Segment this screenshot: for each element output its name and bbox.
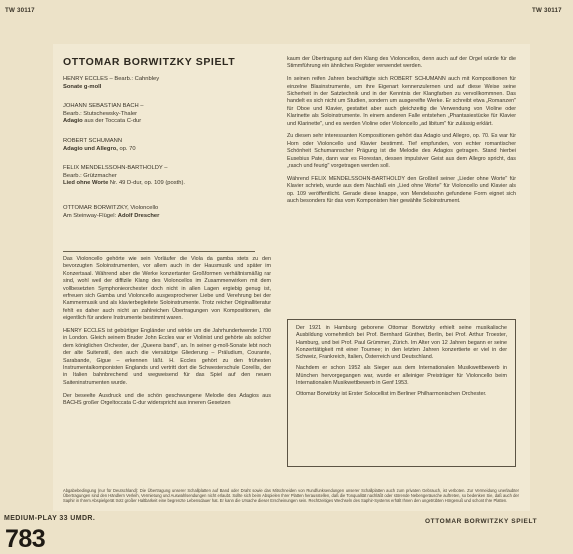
liner-notes-right — [287, 56, 516, 211]
program-composer: FELIX MENDELSSOHN-BARTHOLDY – — [63, 165, 168, 171]
notes-paragraph: kaum der Übertragung auf den Klang des Violoncellos, denn auch auf der Orgel würde für die Stimmführung ein ähnliches Register verwendet werden. — [287, 56, 516, 70]
program-arranger: Bearb.: Stutschewsky-Thaler — [63, 110, 138, 117]
program-item-eccles — [63, 76, 159, 91]
program-work-detail: op. 70 — [117, 145, 136, 152]
liner-notes-left — [63, 256, 271, 413]
medium-play-label: MEDIUM-PLAY 33 UMDR. — [4, 515, 96, 522]
program-composer: JOHANN SEBASTIAN BACH – — [63, 103, 144, 109]
notes-paragraph: In seinen reifen Jahren beschäftigte sich ROBERT SCHUMANN auch mit Kompositionen für einzelne Blasinstrumente, um ihre Eigenart kennenzulernen und auf diese Weise seine Sicherheit in der Satztechnik und in der Kenntnis der Klangfarben zu vervollkommnen. Das handelt es sich nicht um Studien, sondern um ausgereifte Werke. Er schreibt etwa „Romanzen" für Oboe und Klavier, gestattet aber auch gleichzeitig die Verwendung von Violine oder Klarinette als Soloinstrumente. In einem anderen Falle entstehen „Phantasiestücke für Klavier und Klarinette", und es werden Violine oder Violoncello „ad libitum" für zulässig erklärt. — [287, 76, 516, 127]
catalog-number-left: TW 30117 — [5, 7, 35, 14]
program-work-detail: Nr. 49 D-dur, op. 109 (posth). — [108, 180, 185, 187]
legal-notice: Abgabebedingung (nur für Deutschland): Die Übertragung unserer Schallplatten auf Band oder Draht sowie das Mitschneiden von Rundfunksendungen unserer Schallplatten auch zum privaten Gebrauch, ist verboten. Zur Vermeidung unerlaubter Übertragungen sind den Händlern Verleih, Vermietung und Auswahlsendungen nicht erlaubt. Sollte sich beim Abspielen Ihrer Platten herausstellen, daß die Tonqualität nachläßt oder störende Nebengeräusche auftreten, so bedenken Sie, daß auch der Saphir in Ihrem Abspielgerät trotz großer Haltbarkeit eine begrenzte Lebensdauer hat. Er kann die Ursache dieser Erscheinungen sein. Rechtzeitiges Wechseln des Saphir-Systems erhält Ihnen den ungetrübten Hörgenuß und schont Ihre Platten. — [63, 488, 519, 504]
program-work: Lied ohne Worte — [63, 180, 109, 187]
catalog-number-right: TW 30117 — [532, 7, 562, 14]
program-item-bach — [63, 103, 144, 126]
album-title: OTTOMAR BORWITZKY SPIELT — [63, 56, 236, 68]
notes-paragraph: Das Violoncello gehörte wie sein Vorläufer die Viola da gamba stets zu den bevorzugten Soloinstrumenten, vor allem auch in der Hausmusik und später im Konzertsaal. Während aber die Werke konzertanter Großformen verhältnismäßig rar sind, wohl weil der diffizile Klang des Violoncellos im Zusammenwirken mit dem vollbesetzten Symphonieorchester doch nicht in allen Lagen ergiebig genug ist, erfreuen sich Gamba und Violoncello ausgesprochener Liebe und Verehrung bei der Kammermusik und als klavierbegleitete Soloinstrumente. Trotz reicher Originalliteratur fehlt es daher auch nicht an zahlreichen Übertragungen von Kompositionen, die eigentlich für andere Instrumente bestimmt waren. — [63, 256, 271, 322]
bio-paragraph: Der 1921 in Hamburg geborene Ottomar Borwitzky erhielt seine musikalische Ausbildung vornehmlich bei Prof. Bernhard Günther, Berlin, bei Prof. Arthur Troester, Hamburg, und bei Prof. Paul Grümmer, Zürich. Im Alter von 12 Jahren begann er seine Konzerttätigkeit mit einer Tournee; in den letzten Jahren konzertierte er viel in der Schweiz, Frankreich, Italien, Österreich und Deutschland. — [296, 325, 507, 361]
artist-biography-box — [287, 319, 516, 467]
bio-paragraph: Ottomar Borwitzky ist Erster Solocellist im Berliner Philharmonischen Orchester. — [296, 391, 487, 398]
bio-paragraph: Nachdem er schon 1952 als Sieger aus dem Internationalen Musikwettbewerb in München hervorgegangen war, wurde er alleiniger Preisträger für Violoncello beim Internationalen Musikwettbewerb in Genf 1953. — [296, 365, 507, 387]
notes-paragraph: Zu diesen sehr interessanten Kompositionen gehört das Adagio und Allegro, op. 70. Es war für Horn oder Violoncello und Klavier bestimmt. Tief empfunden, von echter romantischer Schönheit Schumannscher Prägung ist die Melodie des Adagios getragen. Stand hierbei Eusebius Pate, dann war es Florestan, dessen impulsiver Geist aus dem Allegro spricht, das „rasch und feurig" vorgetragen werden soll. — [287, 133, 516, 170]
spine-title: OTTOMAR BORWITZKY SPIELT — [425, 518, 538, 525]
pianist-name: Adolf Drescher — [117, 212, 160, 219]
program-work-detail: aus der Toccata C-dur — [82, 118, 142, 125]
notes-paragraph: Der beseelte Ausdruck und die schön geschwungene Melodie des Adagios aus BACHS großer Orgeltoccata C-dur widerspricht aus inneren Gesetzen — [63, 392, 271, 407]
notes-paragraph: Während FELIX MENDELSSOHN-BARTHOLDY den Großteil seiner „Lieder ohne Worte" für Klavier schrieb, wurde aus dem Nachlaß ein „Lied ohne Worte" für Violoncello und Klavier als op. 109 veröffentlicht. Gerade diese knappe, von Mendelssohn gefundene Form eignet sich auch besonders für das vom Komponisten hier gewählte Soloinstrument. — [287, 175, 516, 205]
program-work: Adagio — [63, 118, 83, 125]
performers — [63, 205, 159, 220]
program-item-schumann — [63, 138, 136, 153]
cellist-credit: OTTOMAR BORWITZKY, Violoncello — [63, 205, 159, 211]
program-composer: HENRY ECCLES – Bearb.: Cahnbley — [63, 76, 160, 82]
program-item-mendelssohn — [63, 165, 185, 188]
program-arranger: Bearb.: Grützmacher — [63, 172, 117, 179]
program-work: Sonate g-moll — [63, 83, 102, 90]
release-number: 783 — [5, 525, 46, 553]
program-composer: ROBERT SCHUMANN — [63, 138, 123, 144]
pianist-prefix: Am Steinway-Flügel: — [63, 212, 118, 219]
divider-line — [63, 251, 255, 252]
program-work: Adagio und Allegro, — [63, 145, 118, 152]
notes-paragraph: HENRY ECCLES ist gebürtiger Engländer und wirkte um die Jahrhundertwende 1700 in London. Gleich seinem Bruder John Eccles war er Violinist und gehörte als solcher dem königlichen Orchester, der „Queens band", an. In seiner g-moll-Sonate lebt noch der alte Suitenstil, den auch die viersätzige Gliederung – Präludium, Courante, Sarabande, Gigue – erkennen läßt. H. Eccles gehört zu den frühesten Instrumentalkomponisten Englands und vertritt dort die Schwesterschule Corellis, der in Italien bahnbrechend und wegweisend für das Spiel auf den neuen Saiteninstrumenten wurde. — [63, 328, 271, 386]
